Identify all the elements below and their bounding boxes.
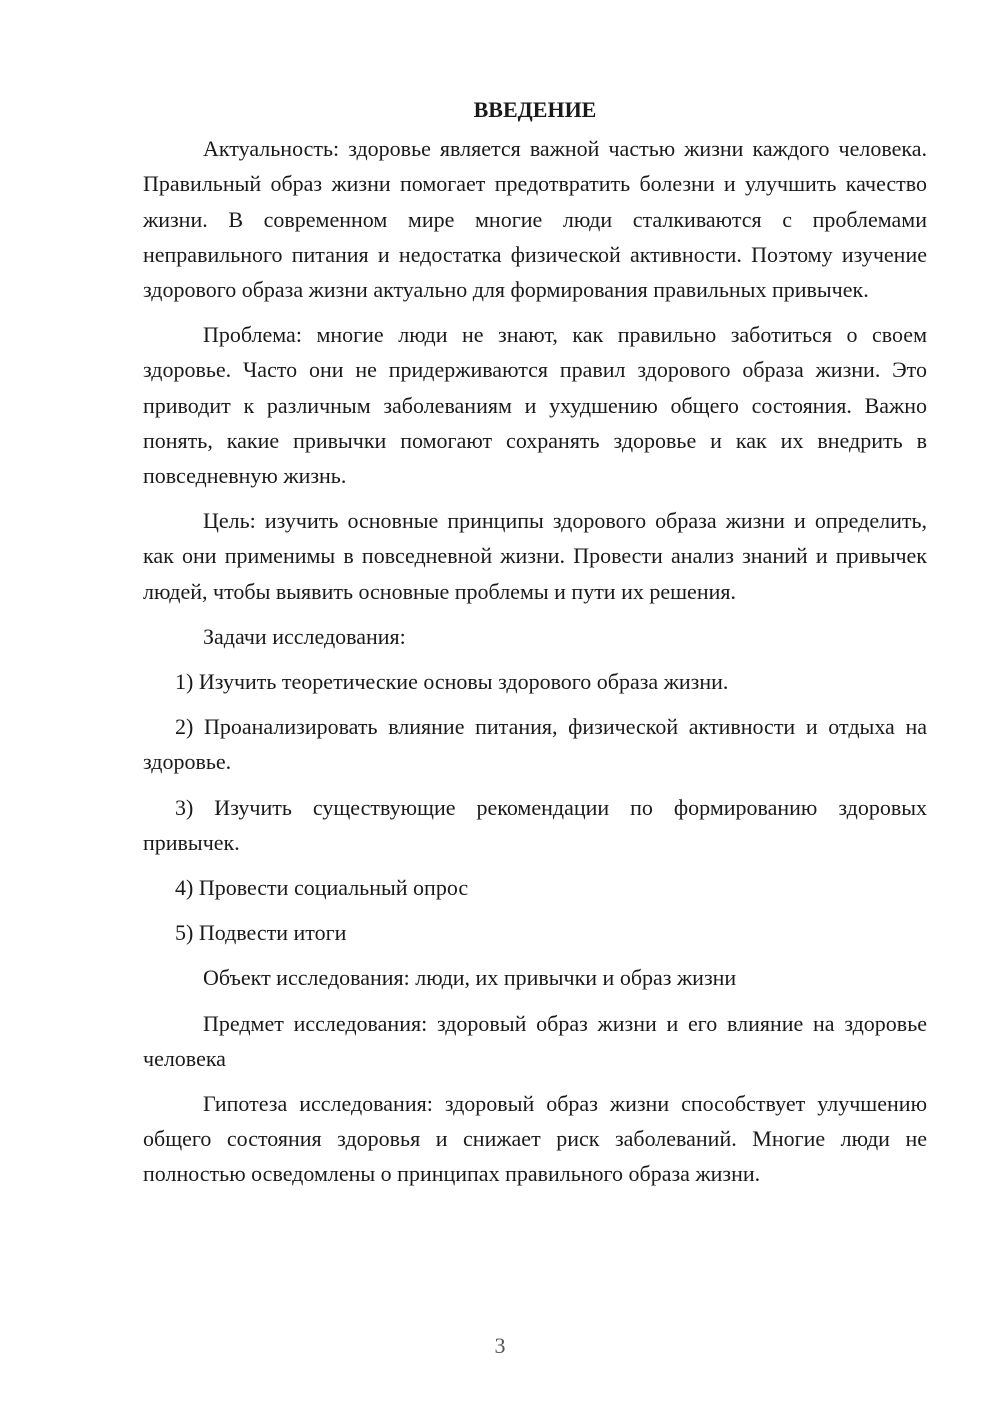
paragraph-relevance: Актуальность: здоровье является важной частью жизни каждого человека. Правильный образ жизни помогает предотвратить болезни и улучшить качество жизни. В современном мире многие люди сталкиваются с проблемами неправильного питания и недостатка физической активности. Поэтому изучение здорового образа жизни актуально для формирования правильных привычек. — [143, 136, 927, 303]
paragraph-object: Объект исследования: люди, их привычки и образ жизни — [203, 965, 737, 991]
page-number: 3 — [494, 1333, 506, 1358]
task-item-2: 2) Проанализировать влияние питания, физической активности и отдыха на здоровье. — [143, 714, 927, 775]
task-item-5: 5) Подвести итоги — [175, 920, 347, 946]
task-item-4: 4) Провести социальный опрос — [175, 875, 469, 901]
paragraph-subject: Предмет исследования: здоровый образ жизни и его влияние на здоровье человека — [143, 1010, 927, 1071]
tasks-heading: Задачи исследования: — [203, 623, 406, 649]
paragraph-goal: Цель: изучить основные принципы здорового образа жизни и определить, как они применимы в повседневной жизни. Провести анализ знаний и привычек людей, чтобы выявить основные проблемы и пути их решения. — [143, 508, 927, 604]
paragraph-problem: Проблема: многие люди не знают, как правильно заботиться о своем здоровье. Часто они не придерживаются правил здорового образа жизни. Это приводит к различным заболеваниям и ухудшению общего состояния. Важно понять, какие привычки помогают сохранять здоровье и как их внедрить в повседневную жизнь. — [143, 322, 927, 489]
task-item-1: 1) Изучить теоретические основы здорового образа жизни. — [175, 669, 729, 695]
page-title: ВВЕДЕНИЕ — [473, 97, 597, 122]
document-body — [143, 92, 927, 1192]
task-item-3: 3) Изучить существующие рекомендации по формированию здоровых привычек. — [143, 794, 927, 855]
paragraph-hypothesis: Гипотеза исследования: здоровый образ жизни способствует улучшению общего состояния здоровья и снижает риск заболеваний. Многие люди не полностью осведомлены о принципах правильного образа жизни. — [143, 1091, 927, 1187]
